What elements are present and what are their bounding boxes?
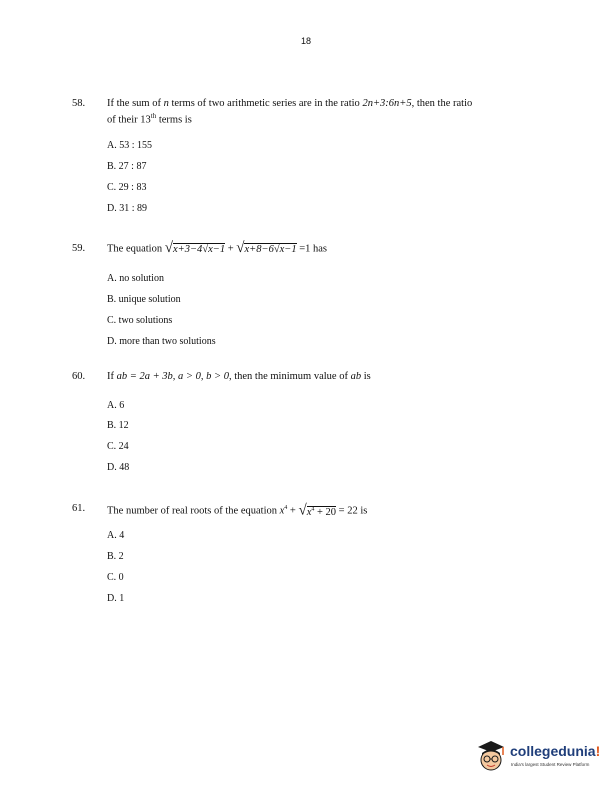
question-text-segment: has [313,243,328,255]
option-c[interactable]: C. 29 : 83 [107,182,147,193]
question-60 [72,371,552,481]
question-number: 60. [72,371,86,382]
math-expression: 2n+3:6n+5 [362,98,412,109]
question-61 [72,500,552,610]
option-b[interactable]: B. unique solution [107,294,181,305]
radical-expression: √x+3−4√x−1 [164,240,226,256]
radicand-inner: x−1 [279,244,297,255]
exponent: 4 [311,506,315,513]
math-expression: a > 0, b > 0 [178,371,229,382]
math-expression: ab = 2a + 3b, [116,371,176,382]
question-text [107,240,552,258]
question-text [107,500,552,521]
question-number: 61. [72,503,86,514]
question-text-segment: , then the ratio [411,98,473,109]
brand-wordmark: collegedunia [510,743,596,759]
question-text [107,371,552,383]
option-a[interactable]: A. 4 [107,530,125,541]
question-number: 58. [72,98,86,109]
option-c[interactable]: C. two solutions [107,315,173,326]
radicand: x+8−6 [244,244,274,255]
math-operator: + [289,505,296,517]
radicand: x+3−4 [172,244,203,255]
option-d[interactable]: D. more than two solutions [107,336,216,347]
superscript: th [150,112,157,120]
brand-tagline: India's largest Student Review Platform [511,762,590,767]
option-a[interactable]: A. 53 : 155 [107,140,152,151]
radicand-inner: x−1 [208,244,226,255]
option-b[interactable]: B. 12 [107,420,129,431]
math-variable: x [279,505,285,517]
option-b[interactable]: B. 2 [107,551,124,562]
option-a[interactable]: A. 6 [107,400,125,411]
question-text-segment: The equation [107,243,163,255]
graduate-mascot-icon [476,738,506,774]
question-text-segment: If the sum of [107,98,161,109]
option-d[interactable]: D. 31 : 89 [107,203,147,214]
collegedunia-logo[interactable] [476,738,604,778]
math-expression: ab [350,371,362,382]
option-c[interactable]: C. 24 [107,441,129,452]
radical-expression: √x+8−6√x−1 [236,240,297,256]
option-a[interactable]: A. no solution [107,273,164,284]
question-number: 59. [72,243,86,254]
math-operator: + [227,243,234,255]
question-text-segment: terms of two arithmetic series are in the ratio [171,98,360,109]
radical-expression: $√x^4 + 20$ [298,502,337,519]
exponent: 4 [284,505,288,511]
question-text-segment: If [107,371,114,382]
brand-accent: ! [595,743,601,759]
option-c[interactable]: C. 0 [107,572,124,583]
math-variable: x [306,506,312,518]
question-58 [72,98,552,218]
option-b[interactable]: B. 27 : 87 [107,161,147,172]
math-expression: = 22 [338,505,358,517]
question-text-segment: is [360,505,368,517]
question-text-segment: , then the minimum value of [228,371,348,382]
page-number: 18 [300,36,311,46]
option-d[interactable]: D. 1 [107,593,125,604]
question-text-segment: The number of real roots of the equation [107,505,277,517]
brand-name [510,743,600,759]
question-59 [72,240,552,352]
math-variable: n [163,98,169,109]
math-expression: =1 [299,243,311,255]
radicand: + 20 [316,506,337,518]
question-text [107,98,552,127]
question-text-segment: of their 13 [107,114,151,126]
question-text-segment: is [363,371,371,382]
question-text-segment: terms is [158,114,192,126]
option-d[interactable]: D. 48 [107,462,130,473]
